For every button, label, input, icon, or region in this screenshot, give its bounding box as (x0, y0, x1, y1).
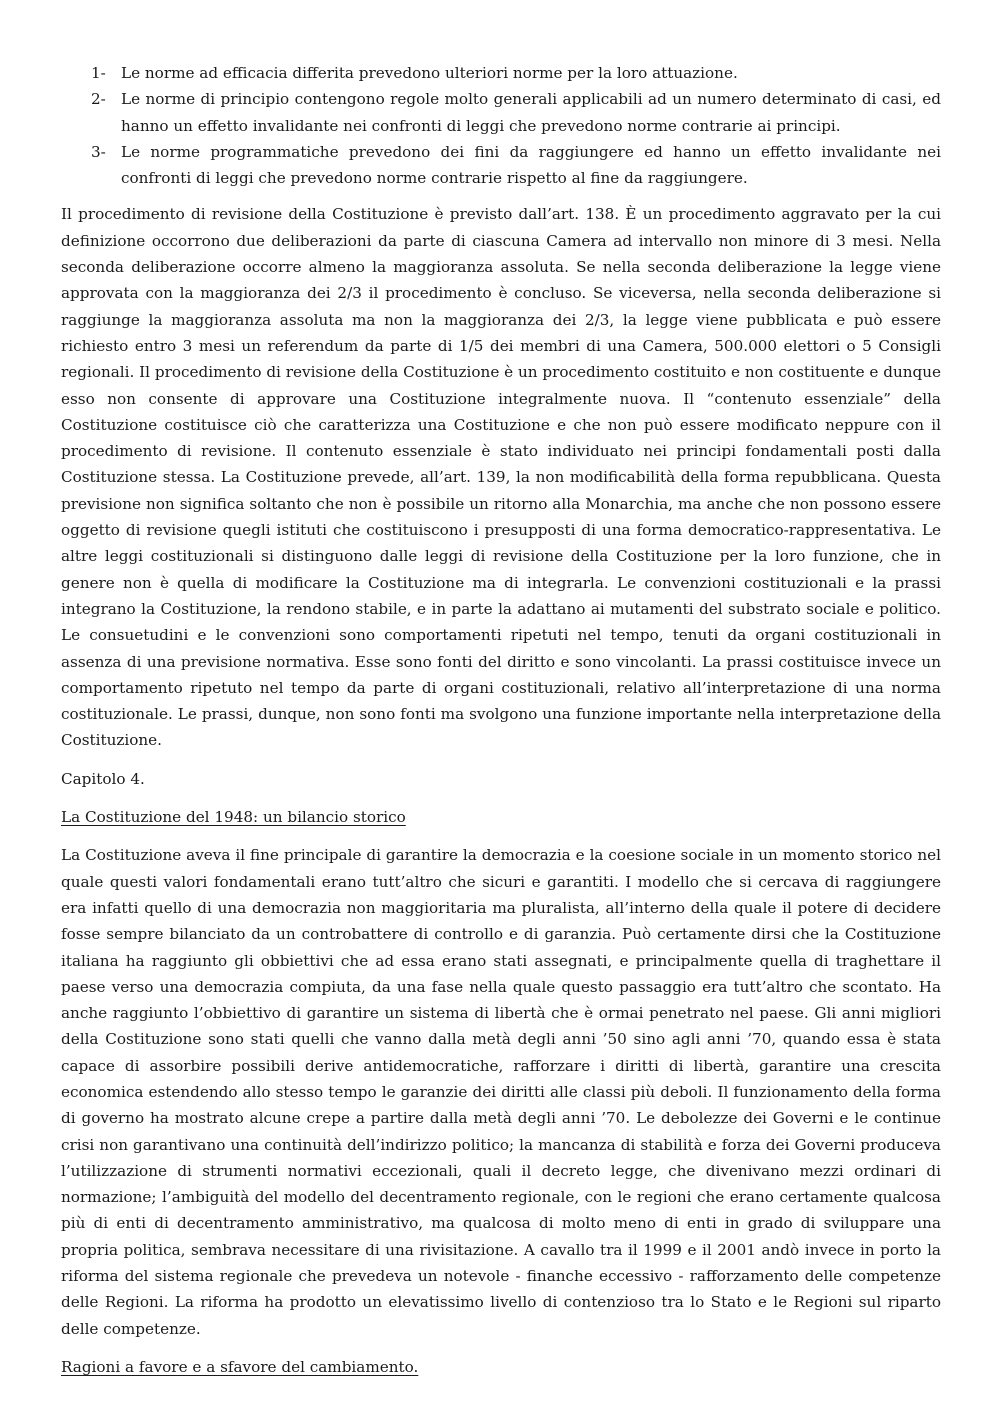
list-item-text: Le norme di principio contengono regole molto generali applicabili ad un numero determinato di casi, ed hanno un effetto invalidante nei confronti di leggi che prevedono norme contrarie ai principi. (121, 90, 941, 135)
list-item (61, 60, 941, 86)
list-number: 3- (91, 142, 106, 161)
numbered-list (61, 60, 941, 191)
paragraph-bilancio: La Costituzione aveva il fine principale di garantire la democrazia e la coesione sociale in un momento storico nel quale questi valori fondamentali erano tutt’altro che sicuri e garantiti. I modello che si cercava di raggiungere era infatti quello di una democrazia non maggioritaria ma pluralista, all’interno della quale il potere di decidere fosse sempre bilanciato da un controbattere di controllo e di garanzia. Può certamente dirsi che la Costituzione italiana ha raggiunto gli obbiettivi che ad essa erano stati assegnati, e principalmente quella di traghettare il paese verso una democrazia compiuta, da una fase nella quale questo passaggio era tutt’altro che scontato. Ha anche raggiunto l’obbiettivo di garantire un sistema di libertà che è ormai penetrato nel paese. Gli anni migliori della Costituzione sono stati quelli che vanno dalla metà degli anni ’50 sino agli anni ’70, quando essa è stata capace di assorbire possibili derive antidemocratiche, rafforzare i diritti di libertà, garantire una crescita economica estendendo allo stesso tempo le garanzie dei diritti alle classi più deboli. Il funzionamento della forma di governo ha mostrato alcune crepe a partire dalla metà degli anni ’70. Le debolezze dei Governi e le continue crisi non garantivano una continuità dell’indirizzo politico; la mancanza di stabilità e forza dei Governi produceva l’utilizzazione di strumenti normativi eccezionali, quali il decreto legge, che divenivano mezzi ordinari di normazione; l’ambiguità del modello del decentramento regionale, con le regioni che erano certamente qualcosa più di enti di decentramento amministrativo, ma qualcosa di molto meno di enti in grado di sviluppare una propria politica, sembrava necessitare di una rivisitazione. A cavallo tra il 1999 e il 2001 andò invece in porto la riforma del sistema regionale che prevedeva un notevole - finanche eccessivo - rafforzamento delle competenze delle Regioni. La riforma ha prodotto un elevatissimo livello di contenzioso tra lo Stato e le Regioni sul riparto delle competenze. (61, 846, 941, 1338)
section-title-2-text: Ragioni a favore e a sfavore del cambiamento. (61, 1357, 419, 1376)
list-item-text: Le norme programmatiche prevedono dei fini da raggiungere ed hanno un effetto invalidante nei confronti di leggi che prevedono norme contrarie rispetto al fine da raggiungere. (121, 142, 941, 188)
document-page (61, 60, 941, 1392)
section-title (61, 804, 941, 830)
paragraph-revisione: Il procedimento di revisione della Costituzione è previsto dall’art. 138. È un procedimento aggravato per la cui definizione occorrono due deliberazioni da parte di ciascuna Camera ad intervallo non minore di 3 mesi. Nella seconda deliberazione occorre almeno la maggioranza assoluta. Se nella seconda deliberazione la legge viene approvata con la maggioranza dei 2/3 il procedimento è concluso. Se viceversa, nella seconda deliberazione si raggiunge la maggioranza assoluta ma non la maggioranza dei 2/3, la legge viene pubblicata e può essere richiesto entro 3 mesi un referendum da parte di 1/5 dei membri di una Camera, 500.000 elettori o 5 Consigli regionali. Il procedimento di revisione della Costituzione è un procedimento costituito e non costituente e dunque esso non consente di approvare una Costituzione integralmente nuova. Il “contenuto essenziale” della Costituzione costituisce ciò che caratterizza una Costituzione e che non può essere modificato neppure con il procedimento di revisione. Il contenuto essenziale è stato individuato nei principi fondamentali posti dalla Costituzione stessa. La Costituzione prevede, all’art. 139, la non modificabilità della forma repubblicana. Questa previsione non significa soltanto che non è possibile un ritorno alla Monarchia, ma anche che non possono essere oggetto di revisione quegli istituti che costituiscono i presupposti di una forma democratico-rappresentativa. Le altre leggi costituzionali si distinguono dalle leggi di revisione della Costituzione per la loro funzione, che in genere non è quella di modificare la Costituzione ma di integrarla. Le convenzioni costituzionali e la prassi integrano la Costituzione, la rendono stabile, e in parte la adattano ai mutamenti del substrato sociale e politico. Le consuetudini e le convenzioni sono comportamenti ripetuti nel tempo, tenuti da organi costituzionali in assenza di una previsione normativa. Esse sono fonti del diritto e sono vincolanti. La prassi costituisce invece un comportamento ripetuto nel tempo da parte di organi costituzionali, relativo all’interpretazione di una norma costituzionale. Le prassi, dunque, non sono fonti ma svolgono una funzione importante nella interpretazione della Costituzione. (61, 205, 941, 750)
list-item-text: Le norme ad efficacia differita prevedono ulteriori norme per la loro attuazione. (121, 64, 738, 82)
section-title-text: La Costituzione del 1948: un bilancio storico (61, 808, 406, 827)
list-item (61, 86, 941, 139)
list-number: 1- (91, 64, 106, 82)
section-title-2 (61, 1354, 941, 1380)
chapter-heading: Capitolo 4. (61, 769, 145, 788)
list-number: 2- (91, 90, 106, 109)
list-item (61, 139, 941, 192)
